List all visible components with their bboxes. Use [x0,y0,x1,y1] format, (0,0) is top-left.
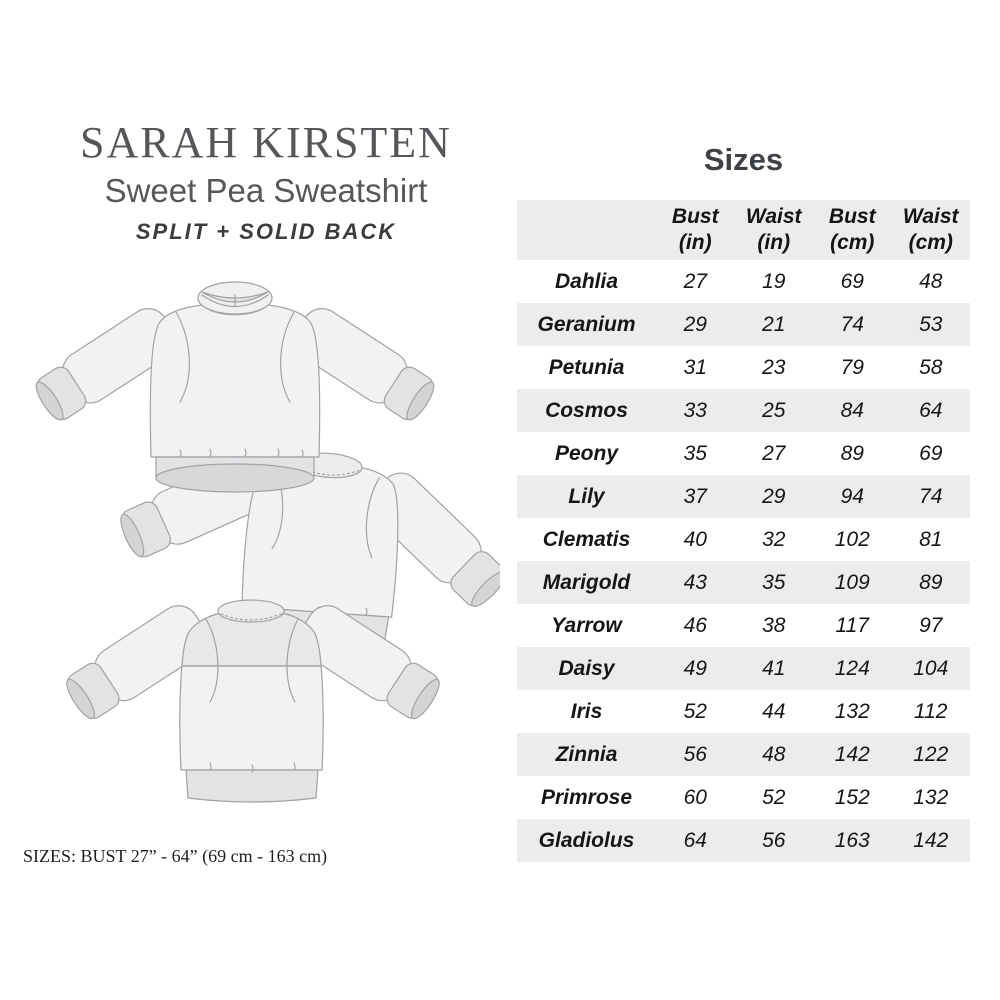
table-row [517,346,970,389]
size-value-cell: 132 [834,699,870,723]
table-row [517,819,970,862]
size-name-cell: Marigold [542,570,631,594]
size-value-cell: 31 [683,355,707,379]
table-row [517,776,970,819]
product-name: Sweet Pea Sweatshirt [104,171,428,209]
size-name-cell: Peony [554,441,619,465]
size-value-cell: 89 [840,441,864,465]
size-value-cell: 19 [762,269,786,293]
size-value-cell: 97 [919,613,943,637]
size-value-cell: 74 [840,312,864,336]
size-name-cell: Iris [570,699,603,723]
table-title: Sizes [703,142,784,177]
size-table [517,200,970,862]
size-value-cell: 38 [762,613,786,637]
size-table-body [517,260,970,862]
size-value-cell: 29 [762,484,786,508]
size-range-note: SIZES: BUST 27” - 64” (69 cm - 163 cm) [23,846,328,866]
size-value-cell: 104 [913,656,949,680]
size-name-cell: Petunia [548,355,625,379]
size-name-cell: Yarrow [551,613,622,637]
size-name-cell: Gladiolus [538,828,635,852]
size-value-cell: 25 [762,398,786,422]
size-value-cell: 69 [840,269,864,293]
size-name-cell: Primrose [540,785,633,809]
size-value-cell: 109 [834,570,870,594]
table-row [517,733,970,776]
table-row [517,561,970,604]
size-value-cell: 56 [762,828,786,852]
size-name-cell: Geranium [537,312,636,336]
size-value-cell: 102 [834,527,870,551]
size-value-cell: 60 [683,785,707,809]
column-header-waist-cm: Waist (cm) [902,204,959,254]
table-row [517,475,970,518]
size-value-cell: 84 [840,398,864,422]
size-value-cell: 37 [683,484,707,508]
size-value-cell: 23 [762,355,786,379]
sweatshirt-front-view [29,282,441,492]
size-value-cell: 29 [683,312,707,336]
size-value-cell: 124 [834,656,870,680]
size-name-cell: Clematis [542,527,631,551]
sweatshirt-back-split-view [59,598,446,802]
size-value-cell: 41 [762,656,786,680]
size-value-cell: 122 [913,742,949,766]
size-value-cell: 40 [683,527,707,551]
size-value-cell: 142 [913,828,949,852]
size-value-cell: 53 [919,312,943,336]
size-value-cell: 27 [762,441,786,465]
table-row [517,432,970,475]
size-value-cell: 94 [840,484,864,508]
size-value-cell: 56 [683,742,707,766]
size-value-cell: 142 [834,742,870,766]
table-row [517,690,970,733]
size-value-cell: 27 [683,269,707,293]
size-name-cell: Zinnia [555,742,618,766]
size-value-cell: 35 [683,441,707,465]
table-row [517,604,970,647]
size-value-cell: 112 [914,699,948,723]
size-value-cell: 52 [683,699,707,723]
size-name-cell: Lily [568,484,605,508]
size-value-cell: 52 [762,785,786,809]
size-value-cell: 33 [683,398,707,422]
size-name-column-header [517,200,656,260]
size-value-cell: 79 [840,355,864,379]
size-value-cell: 64 [683,828,707,852]
column-header-bust-cm: Bust (cm) [828,204,876,254]
title-block [40,118,492,245]
size-value-cell: 35 [762,570,786,594]
column-header-waist-in: Waist (in) [745,204,802,254]
size-value-cell: 46 [683,613,707,637]
size-name-cell: Dahlia [554,269,619,293]
size-value-cell: 69 [919,441,943,465]
column-header-bust-in: Bust (in) [671,204,719,254]
size-value-cell: 163 [834,828,870,852]
table-row [517,647,970,690]
size-value-cell: 58 [919,355,943,379]
table-row [517,518,970,561]
size-value-cell: 81 [919,527,943,551]
size-value-cell: 132 [913,785,949,809]
size-value-cell: 32 [762,527,786,551]
size-value-cell: 21 [762,312,786,336]
size-value-cell: 48 [762,742,786,766]
size-value-cell: 74 [919,484,943,508]
size-name-cell: Daisy [558,656,615,680]
table-header-row [517,200,970,260]
size-value-cell: 48 [919,269,943,293]
brand-name: SARAH KIRSTEN [80,118,452,167]
size-name-cell: Cosmos [545,398,628,422]
size-value-cell: 49 [683,656,707,680]
table-row [517,303,970,346]
variant-name: SPLIT + SOLID BACK [135,219,397,245]
table-row [517,389,970,432]
size-value-cell: 64 [919,398,943,422]
size-value-cell: 117 [835,613,869,637]
size-value-cell: 89 [919,570,943,594]
garment-illustration [10,262,500,822]
size-value-cell: 44 [762,699,786,723]
size-value-cell: 152 [834,785,870,809]
table-row [517,260,970,303]
size-value-cell: 43 [683,570,707,594]
